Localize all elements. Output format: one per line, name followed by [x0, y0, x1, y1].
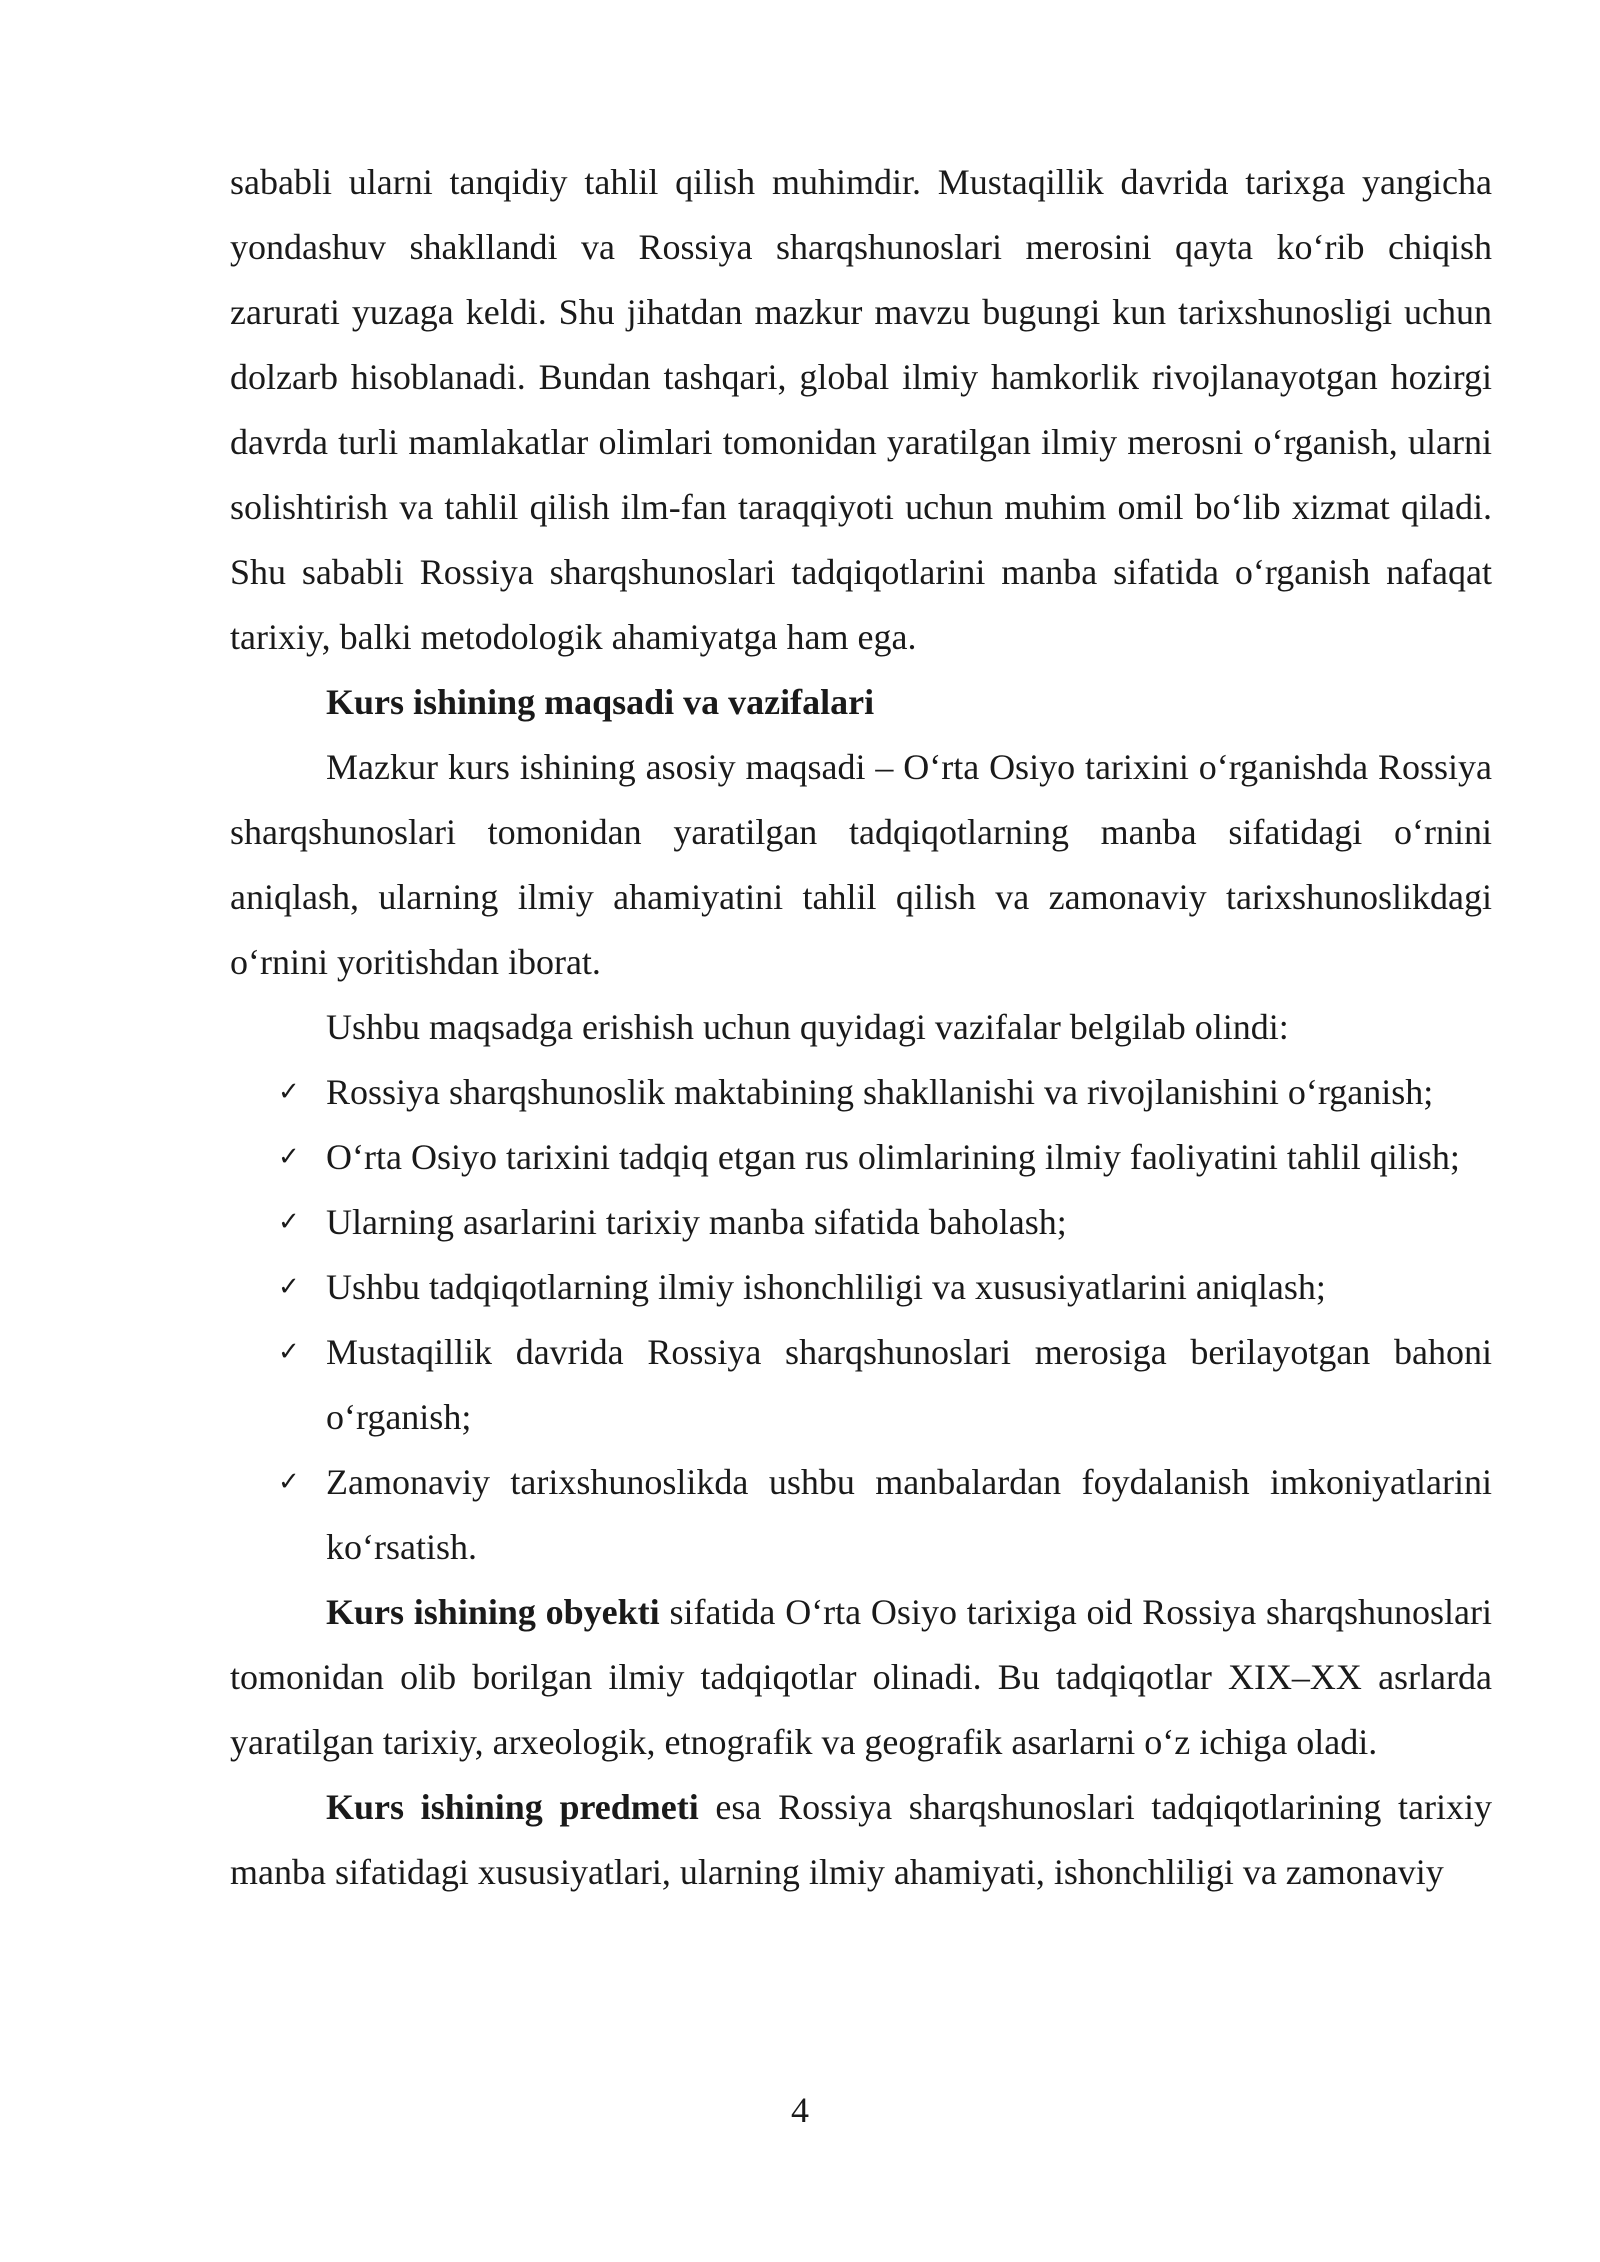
- list-item-text: Rossiya sharqshunoslik maktabining shakllanishi va rivojlanishini o‘rganish;: [326, 1072, 1434, 1112]
- subject-text: esa Rossiya sharqshunoslari tadqiqotlarining tarixiy manba sifatidagi xususiyatlari, ularning ilmiy ahamiyati, ishonchliligi va zamonaviy: [230, 1787, 1492, 1892]
- list-item: [230, 1450, 1492, 1580]
- check-mark-icon: ✓: [278, 1207, 300, 1237]
- object-paragraph: [230, 1580, 1492, 1775]
- page-number: 4: [791, 2090, 809, 2130]
- check-mark-icon: ✓: [278, 1077, 300, 1107]
- tasks-list: [230, 1060, 1492, 1580]
- check-mark-icon: ✓: [278, 1467, 300, 1497]
- object-label: Kurs ishining obyekti: [326, 1592, 660, 1632]
- subject-paragraph: [230, 1775, 1492, 1905]
- check-mark-icon: ✓: [278, 1272, 300, 1302]
- list-item: [230, 1255, 1492, 1320]
- list-item-text: O‘rta Osiyo tarixini tadqiq etgan rus olimlarining ilmiy faoliyatini tahlil qilish;: [326, 1137, 1460, 1177]
- list-item: [230, 1125, 1492, 1190]
- check-mark-icon: ✓: [278, 1337, 300, 1367]
- intro-paragraph: sababli ularni tanqidiy tahlil qilish muhimdir. Mustaqillik davrida tarixga yangicha yondashuv shakllandi va Rossiya sharqshunoslari merosini qayta ko‘rib chiqish zarurati yuzaga keldi. Shu jihatdan mazkur mavzu bugungi kun tarixshunosligi uchun dolzarb hisoblanadi. Bundan tashqari, global ilmiy hamkorlik rivojlanayotgan hozirgi davrda turli mamlakatlar olimlari tomonidan yaratilgan ilmiy merosni o‘rganish, ularni solishtirish va tahlil qilish ilm-fan taraqqiyoti uchun muhim omil bo‘lib xizmat qiladi. Shu sababli Rossiya sharqshunoslari tadqiqotlarini manba sifatida o‘rganish nafaqat tarixiy, balki metodologik ahamiyatga ham ega.: [230, 162, 1492, 657]
- tasks-intro: Ushbu maqsadga erishish uchun quyidagi vazifalar belgilab olindi:: [326, 1007, 1289, 1047]
- list-item-text: Ushbu tadqiqotlarning ilmiy ishonchliligi va xususiyatlarini aniqlash;: [326, 1267, 1326, 1307]
- list-item-text: Zamonaviy tarixshunoslikda ushbu manbalardan foydalanish imkoniyatlarini ko‘rsatish.: [326, 1462, 1492, 1567]
- check-mark-icon: ✓: [278, 1142, 300, 1172]
- list-item-text: Ularning asarlarini tarixiy manba sifatida baholash;: [326, 1202, 1067, 1242]
- list-item: [230, 1320, 1492, 1450]
- list-item: [230, 1060, 1492, 1125]
- list-item-text: Mustaqillik davrida Rossiya sharqshunoslari merosiga berilayotgan bahoni o‘rganish;: [326, 1332, 1492, 1437]
- subject-label: Kurs ishining predmeti: [326, 1787, 699, 1827]
- goal-heading: Kurs ishining maqsadi va vazifalari: [326, 682, 875, 722]
- object-text: sifatida O‘rta Osiyo tarixiga oid Rossiya sharqshunoslari tomonidan olib borilgan ilmiy tadqiqotlar olinadi. Bu tadqiqotlar XIX–XX asrlarda yaratilgan tarixiy, arxeologik, etnografik va geografik asarlarni o‘z ichiga oladi.: [230, 1592, 1492, 1762]
- goal-paragraph: Mazkur kurs ishining asosiy maqsadi – O‘rta Osiyo tarixini o‘rganishda Rossiya sharqshunoslari tomonidan yaratilgan tadqiqotlarning manba sifatidagi o‘rnini aniqlash, ularning ilmiy ahamiyatini tahlil qilish va zamonaviy tarixshunoslikdagi o‘rnini yoritishdan iborat.: [230, 747, 1492, 982]
- page-body: [230, 150, 1492, 1905]
- list-item: [230, 1190, 1492, 1255]
